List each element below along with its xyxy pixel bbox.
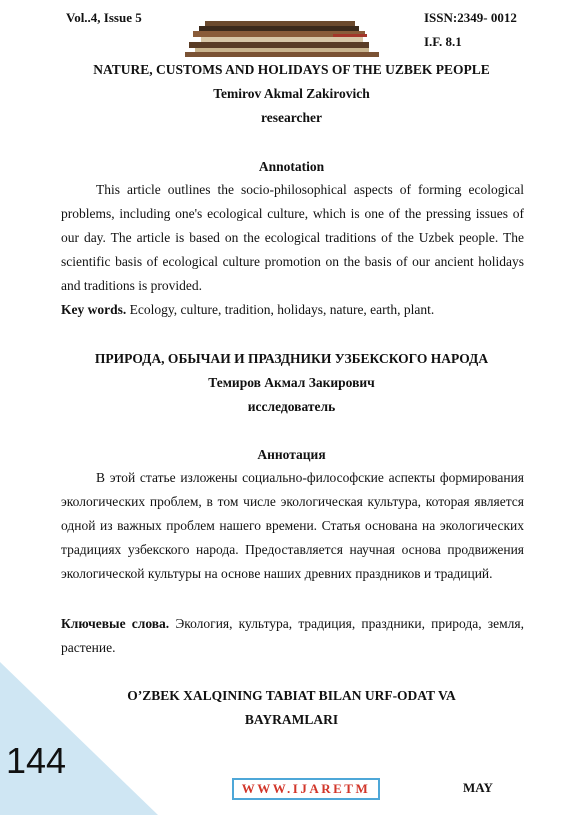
page-number: 144 <box>6 740 67 781</box>
article-title-en: NATURE, CUSTOMS AND HOLIDAYS OF THE UZBEK PEOPLE <box>93 62 490 77</box>
annotation-body-ru: В этой статье изложены социально-философские аспекты формирования экологических проблем, в том числе экологическая культура, которая является одной из важных проблем нашего времени. Статья основана на экологических традициях узбекского народа. Предоставляется научная основа продвижения экологической культуры на основе наших древних праздников и традиций. <box>61 470 524 581</box>
annotation-heading-en: Annotation <box>258 159 325 174</box>
issn: ISSN:2349- 0012 <box>424 10 517 25</box>
author-ru: Темиров Акмал Закирович <box>208 375 375 390</box>
impact-factor: I.F. 8.1 <box>424 34 462 49</box>
author-en: Temirov Akmal Zakirovich <box>213 86 370 101</box>
article-title-ru: ПРИРОДА, ОБЫЧАИ И ПРАЗДНИКИ УЗБЕКСКОГО НАРОДА <box>94 351 489 366</box>
author-role-en: researcher <box>261 110 322 125</box>
books-stack-logo <box>183 20 383 58</box>
keywords-ru <box>61 612 524 660</box>
keywords-list-en: Ecology, culture, tradition, holidays, nature, earth, plant. <box>126 302 435 317</box>
issue-month: MAY <box>463 780 493 795</box>
article-title-uz-line2: BAYRAMLARI <box>244 712 339 727</box>
keywords-en <box>61 298 524 322</box>
article-title-uz-line1: O’ZBEK XALQINING TABIAT BILAN URF-ODAT VA <box>127 688 456 703</box>
annotation-heading-ru: Аннотация <box>257 447 326 462</box>
keywords-label-en: Key words. <box>61 302 127 317</box>
journal-website: WWW.IJARETM <box>232 778 380 800</box>
annotation-body-en: This article outlines the socio-philosophical aspects of forming ecological problems, including one's ecological culture, which is one of the pressing issues of our day. The article is based on the ecological traditions of the Uzbek people. The scientific basis of ecological culture promotion on the basis of our ancient holidays and traditions is provided. <box>61 182 524 293</box>
annotation-text-en <box>61 178 524 298</box>
author-role-ru: исследователь <box>247 399 336 414</box>
keywords-list-ru: Экология, культура, традиция, праздники, природа, земля, растение. <box>61 616 524 655</box>
volume-issue: Vol..4, Issue 5 <box>66 10 142 25</box>
annotation-text-ru <box>61 466 524 586</box>
keywords-label-ru: Ключевые слова. <box>61 616 170 631</box>
